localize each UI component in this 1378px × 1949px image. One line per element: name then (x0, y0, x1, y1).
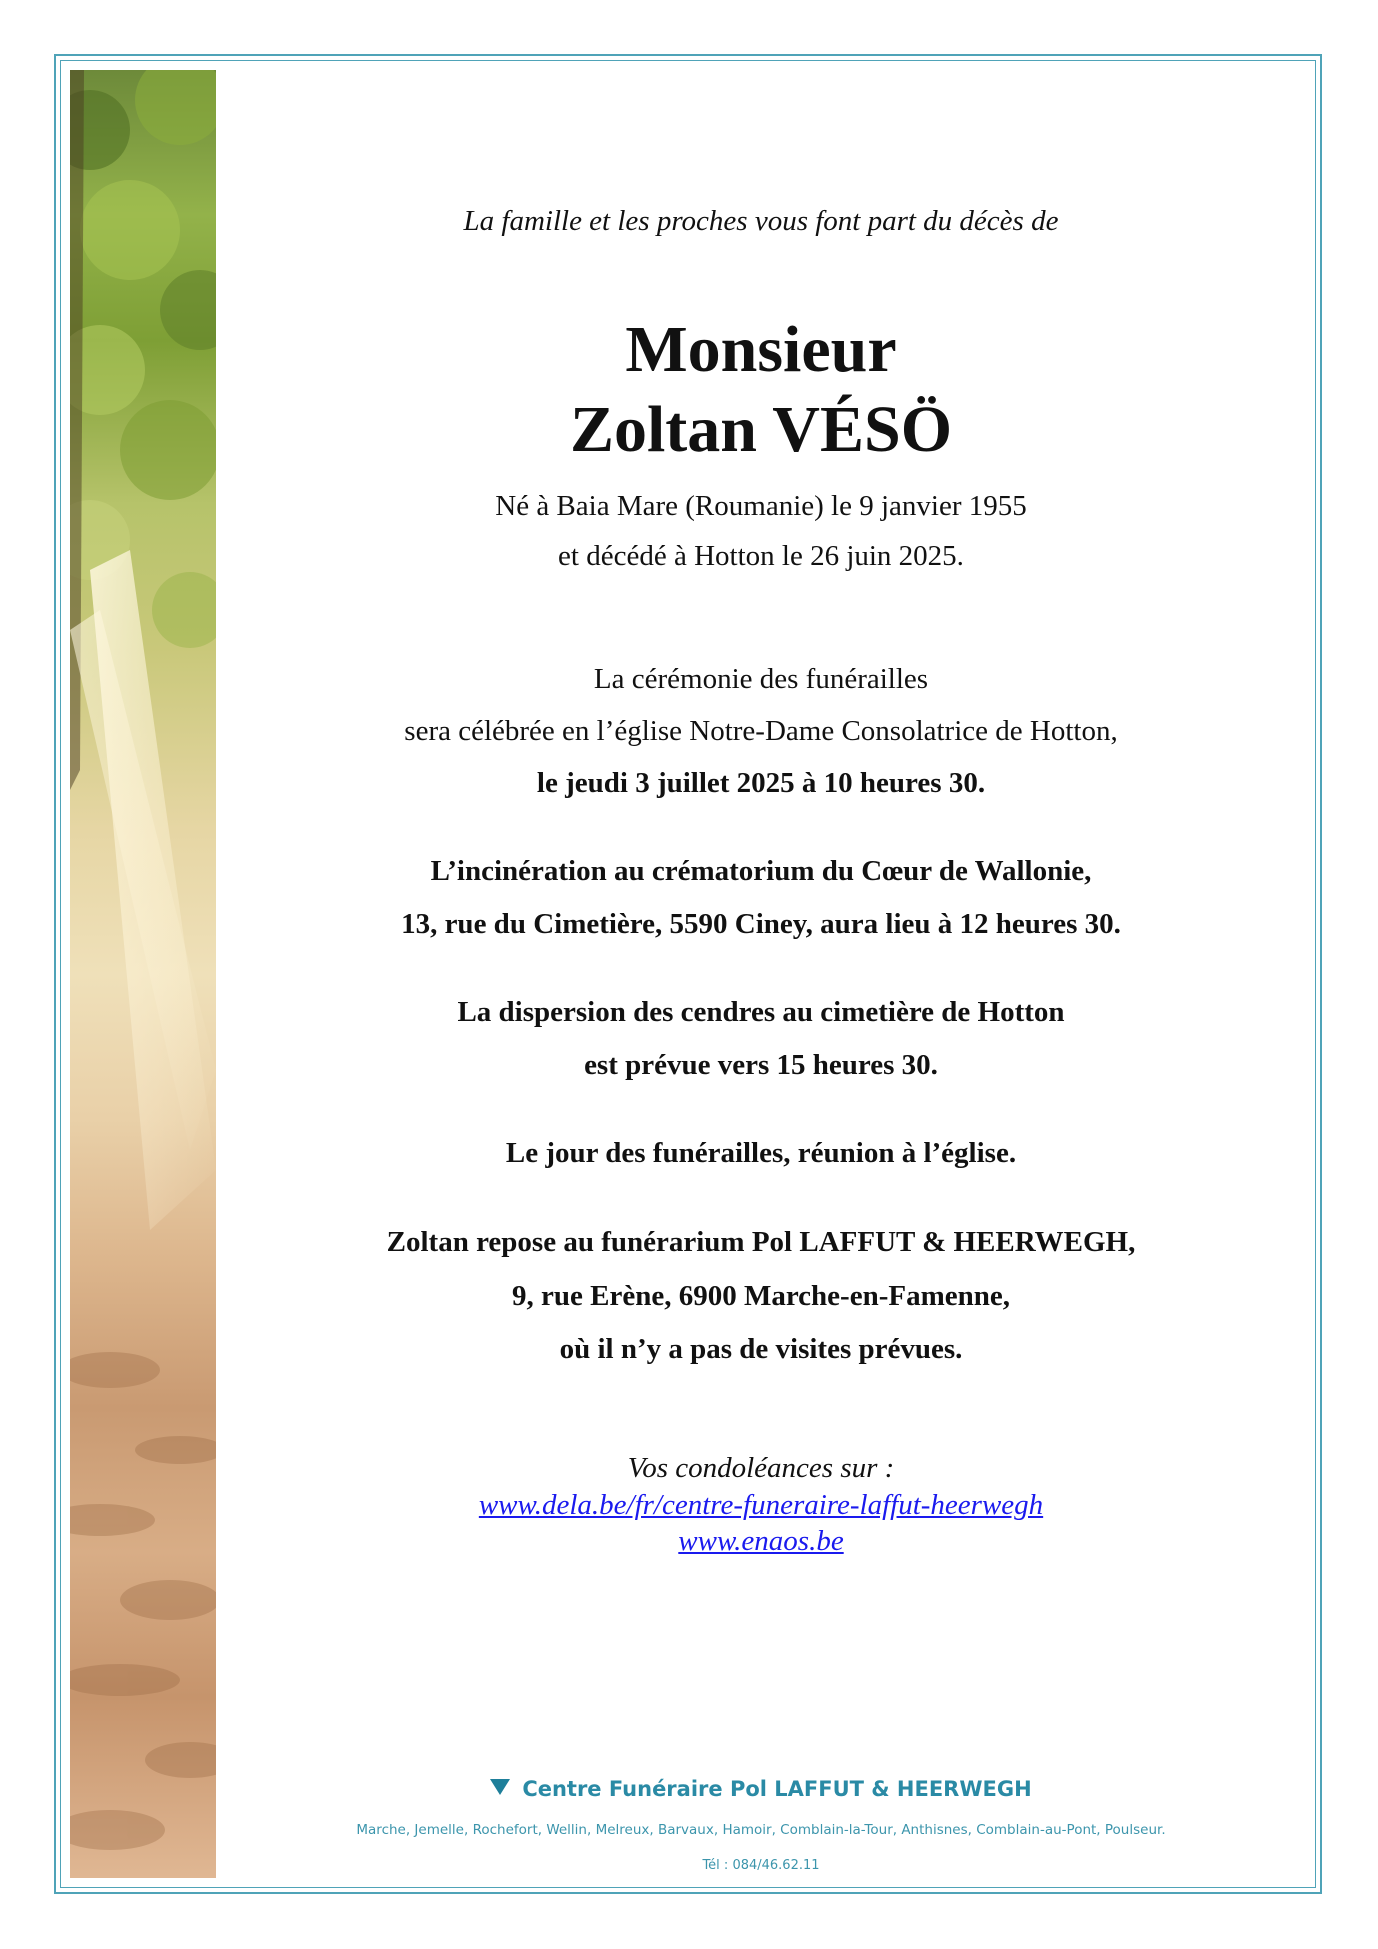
birth-info: Né à Baia Mare (Roumanie) le 9 janvier 1955 (495, 490, 1027, 522)
funeral-home-name: Centre Funéraire Pol LAFFUT & HEERWEGH (522, 1777, 1032, 1801)
resting-line-2: 9, rue Erène, 6900 Marche-en-Famenne, (512, 1280, 1010, 1312)
resting-line-1: Zoltan repose au funérarium Pol LAFFUT & HEERWEGH, (386, 1226, 1136, 1258)
deceased-name: Zoltan VÉSÖ (569, 393, 953, 466)
ceremony-line-2: sera célébrée en l’église Notre-Dame Consolatrice de Hotton, (404, 715, 1118, 747)
dispersion-line-2: est prévue vers 15 heures 30. (584, 1049, 938, 1081)
condolences-link-enaos[interactable]: www.enaos.be (678, 1525, 844, 1557)
condolences-label: Vos condoléances sur : (627, 1452, 895, 1484)
announcement-body (216, 0, 1306, 1949)
dispersion-line-1: La dispersion des cendres au cimetière de Hotton (457, 996, 1065, 1028)
funeral-home-towns: Marche, Jemelle, Rochefort, Wellin, Melreux, Barvaux, Hamoir, Comblain-la-Tour, Anthisnes, Comblain-au-Pont, Poulseur. (356, 1822, 1166, 1838)
intro-text: La famille et les proches vous font part du décès de (463, 205, 1059, 237)
meeting-info: Le jour des funérailles, réunion à l’église. (505, 1137, 1017, 1169)
condolences-link-dela[interactable]: www.dela.be/fr/centre-funeraire-laffut-heerwegh (478, 1489, 1044, 1521)
triangle-down-icon (490, 1779, 510, 1795)
ceremony-date: le jeudi 3 juillet 2025 à 10 heures 30. (536, 767, 986, 799)
deceased-title: Monsieur (625, 313, 897, 386)
funeral-home-phone: Tél : 084/46.62.11 (702, 1858, 820, 1873)
funeral-home-title (216, 1777, 1306, 1801)
death-info: et décédé à Hotton le 26 juin 2025. (558, 540, 964, 572)
forest-path-photo (70, 70, 216, 1878)
ceremony-line-1: La cérémonie des funérailles (593, 663, 929, 695)
resting-line-3: où il n’y a pas de visites prévues. (559, 1333, 963, 1365)
incineration-line-1: L’incinération au crématorium du Cœur de Wallonie, (430, 855, 1092, 887)
incineration-line-2: 13, rue du Cimetière, 5590 Ciney, aura lieu à 12 heures 30. (401, 908, 1121, 940)
